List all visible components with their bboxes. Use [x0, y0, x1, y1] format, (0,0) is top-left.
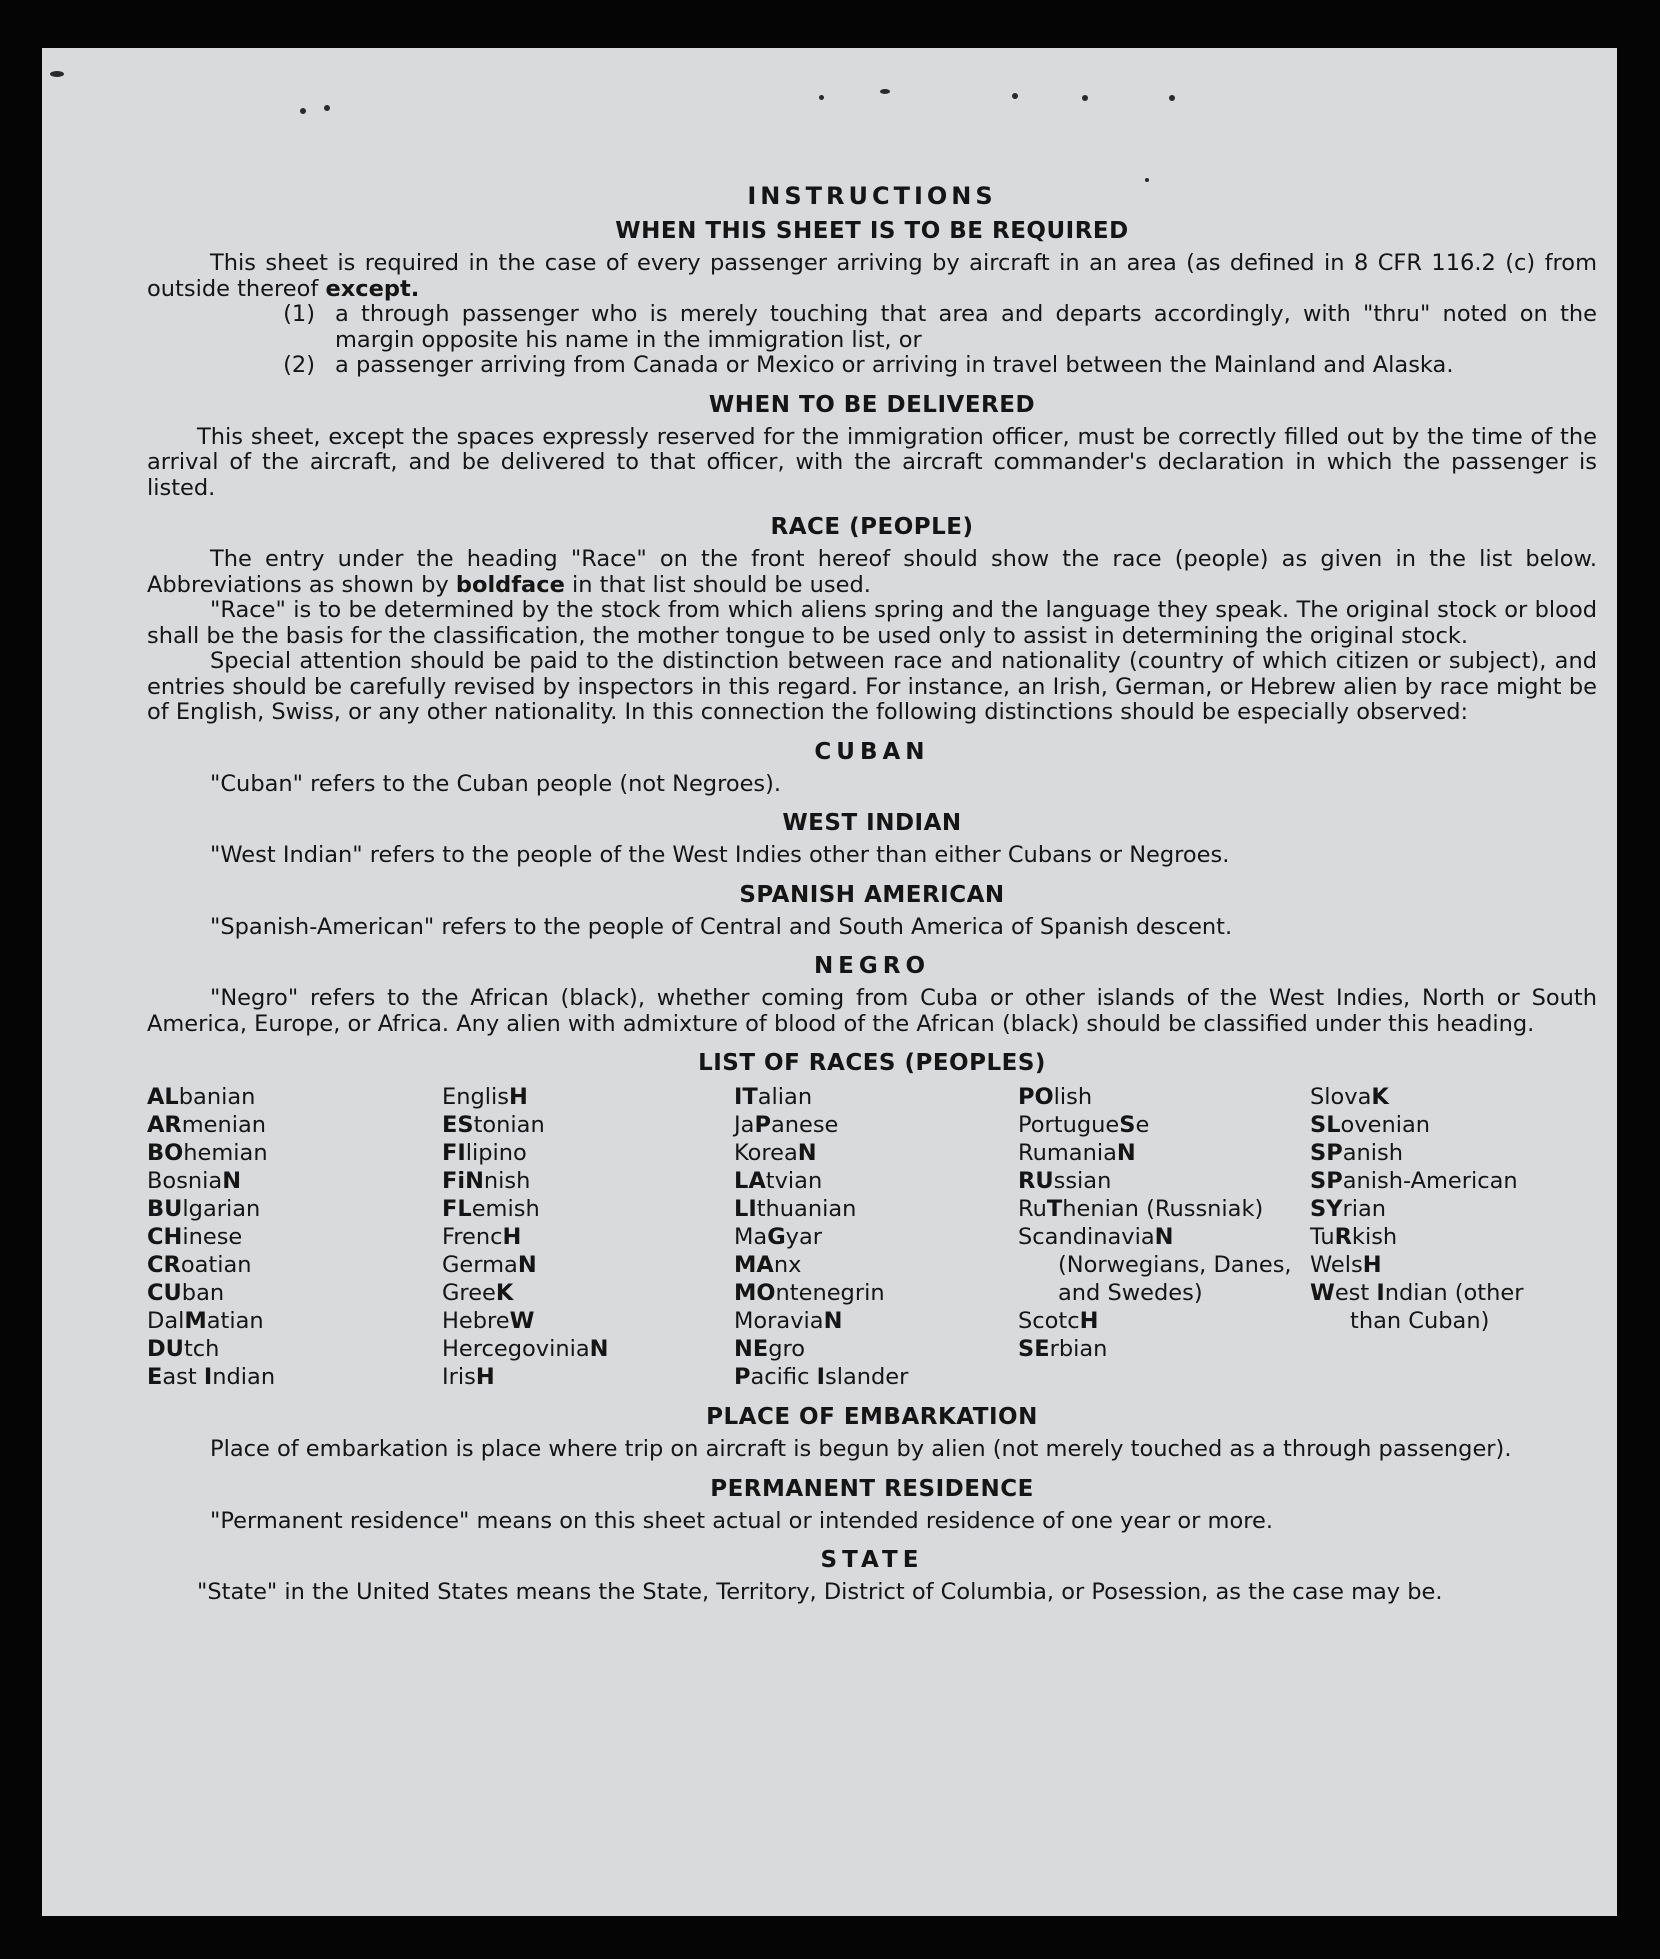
heading-state: STATE	[820, 1547, 924, 1573]
race-entry: WelsH	[1310, 1252, 1382, 1278]
heading-list-of-races: LIST OF RACES (PEOPLES)	[698, 1050, 1046, 1076]
item-text: a passenger arriving from Canada or Mexico or arriving in travel between the Mainland and Alaska.	[335, 352, 1454, 378]
heading-delivered: WHEN TO BE DELIVERED	[708, 391, 1036, 418]
scan-speck	[880, 89, 890, 94]
race-entry: CHinese	[147, 1224, 243, 1250]
boldface-word: boldface	[455, 571, 565, 598]
race-entry: SPanish	[1310, 1140, 1403, 1166]
race-entry: than Cuban)	[1350, 1308, 1490, 1334]
race-entry: BosniaN	[147, 1168, 242, 1194]
instructions-content	[147, 181, 1597, 1606]
scan-speck	[50, 71, 64, 77]
race-entry: ScotcH	[1018, 1308, 1099, 1334]
required-item-2	[147, 353, 1597, 379]
scan-speck	[1169, 95, 1175, 101]
heading-cuban: CUBAN	[814, 738, 930, 765]
race-entry: TuRkish	[1310, 1224, 1398, 1250]
heading-race: RACE (PEOPLE)	[770, 514, 974, 540]
race-entry: ScandinaviaN	[1018, 1224, 1174, 1250]
race-entry: FLemish	[442, 1196, 540, 1222]
race-entry: EStonian	[442, 1112, 545, 1138]
race-entry: CUban	[147, 1280, 225, 1306]
west-indian-text: "West Indian" refers to the people of the West Indies other than either Cubans or Negroes.	[210, 842, 1230, 868]
except-bold: except.	[325, 275, 420, 302]
heading-spanish-american: SPANISH AMERICAN	[739, 881, 1005, 908]
race-entry: ARmenian	[147, 1112, 267, 1138]
race-entry: KoreaN	[734, 1140, 817, 1166]
race-entry: West Indian (other	[1310, 1280, 1524, 1306]
item-text: a through passenger who is merely touching that area and departs accordingly, with "thru" noted on the margin opposite his name in the immigration list, or	[335, 301, 1597, 353]
state-text: "State" in the United States means the State, Territory, District of Columbia, or Posession, as the case may be.	[197, 1579, 1443, 1605]
race-entry: FiNnish	[442, 1168, 531, 1194]
race-paragraph-1: The entry under the heading "Race" on the front hereof should show the race (people) as given in the list below. Abbreviations as shown by boldface in that list should be used.	[147, 546, 1597, 598]
race-entry: RumaniaN	[1018, 1140, 1136, 1166]
race-entry: POlish	[1018, 1084, 1093, 1110]
scan-speck	[300, 108, 306, 114]
race-entry: BUlgarian	[147, 1196, 261, 1222]
scan-speck	[1082, 95, 1088, 101]
races-column-3	[734, 1083, 1018, 1391]
races-column-4	[1018, 1083, 1310, 1391]
races-column-5	[1310, 1083, 1570, 1391]
page-title: INSTRUCTIONS	[747, 182, 997, 210]
heading-negro: NEGRO	[813, 953, 931, 979]
race-entry: RUssian	[1018, 1168, 1112, 1194]
residence-text: "Permanent residence" means on this sheet actual or intended residence of one year or more.	[210, 1507, 1273, 1534]
race-entry: FIlipino	[442, 1140, 527, 1166]
race-entry: MaGyar	[734, 1224, 823, 1250]
heading-required: WHEN THIS SHEET IS TO BE REQUIRED	[615, 218, 1129, 244]
race-entry: LIthuanian	[734, 1196, 857, 1222]
item-number: (1)	[283, 301, 315, 327]
race-entry: RuThenian (Russniak)	[1018, 1196, 1264, 1222]
race-entry: MoraviaN	[734, 1308, 843, 1334]
race-entry: SlovaK	[1310, 1084, 1389, 1110]
delivered-text: This sheet, except the spaces expressly reserved for the immigration officer, must be correctly filled out by the time of the arrival of the aircraft, and be delivered to that officer, with the aircraft commander's declaration in which the passenger is listed.	[147, 423, 1597, 501]
scan-speck	[819, 95, 824, 100]
races-list	[147, 1083, 1597, 1391]
spanish-american-text: "Spanish-American" refers to the people of Central and South America of Spanish descent.	[210, 913, 1233, 940]
race-entry: SYrian	[1310, 1196, 1387, 1222]
race-entry: Pacific Islander	[734, 1364, 909, 1390]
race-entry: HercegoviniaN	[442, 1336, 609, 1362]
race-entry: ALbanian	[147, 1084, 256, 1110]
race-entry: (Norwegians, Danes, and Swedes)	[1058, 1252, 1292, 1306]
races-column-2	[442, 1083, 734, 1391]
negro-text: "Negro" refers to the African (black), whether coming from Cuba or other islands of the West Indies, North or South America, Europe, or Africa. Any alien with admixture of blood of the African (black) should be classified under this heading.	[147, 985, 1597, 1037]
race-entry: DUtch	[147, 1336, 220, 1362]
cuban-text: "Cuban" refers to the Cuban people (not Negroes).	[210, 770, 782, 797]
race-entry: PortugueSe	[1018, 1112, 1150, 1138]
race-entry: LAtvian	[734, 1168, 823, 1194]
race-entry: ITalian	[734, 1084, 813, 1110]
required-intro: This sheet is required in the case of every passenger arriving by aircraft in an area (as defined in 8 CFR 116.2 (c) from outside thereof except.	[147, 250, 1597, 302]
race-entry: IrisH	[442, 1364, 495, 1390]
required-item-1	[147, 302, 1597, 353]
race-entry: SLovenian	[1310, 1112, 1431, 1138]
document-page	[42, 48, 1617, 1916]
race-entry: HebreW	[442, 1308, 535, 1334]
race-paragraph-3: Special attention should be paid to the distinction between race and nationality (country of which citizen or subject), and entries should be carefully revised by inspectors in this regard. For instance, an Irish, German, or Hebrew alien by race might be of English, Swiss, or any other nationality. In this connection the following distinctions should be especially observed:	[147, 648, 1597, 725]
race-entry: GreeK	[442, 1280, 514, 1306]
scan-speck	[324, 105, 330, 111]
race-entry: DalMatian	[147, 1308, 264, 1334]
race-entry: BOhemian	[147, 1140, 268, 1166]
race-paragraph-2: "Race" is to be determined by the stock from which aliens spring and the language they speak. The original stock or blood shall be the basis for the classification, the mother tongue to be used only to assist in determining the original stock.	[147, 597, 1597, 649]
race-entry: SPanish-American	[1310, 1168, 1518, 1194]
race-entry: CRoatian	[147, 1252, 252, 1278]
embarkation-text: Place of embarkation is place where trip on aircraft is begun by alien (not merely touched as a through passenger).	[210, 1436, 1512, 1462]
race-entry: MAnx	[734, 1252, 802, 1278]
race-entry: SErbian	[1018, 1336, 1108, 1362]
race-entry: EnglisH	[442, 1084, 528, 1110]
races-column-1	[147, 1083, 442, 1391]
scan-speck	[1012, 93, 1018, 99]
race-entry: GermaN	[442, 1252, 537, 1278]
item-number: (2)	[283, 352, 315, 378]
race-entry: MOntenegrin	[734, 1280, 885, 1306]
race-entry: JaPanese	[734, 1112, 839, 1138]
race-entry: FrencH	[442, 1224, 522, 1250]
heading-embarkation: PLACE OF EMBARKATION	[706, 1404, 1038, 1430]
race-entry: East Indian	[147, 1364, 276, 1390]
heading-west-indian: WEST INDIAN	[782, 810, 962, 836]
heading-residence: PERMANENT RESIDENCE	[710, 1475, 1034, 1502]
race-entry: NEgro	[734, 1336, 806, 1362]
